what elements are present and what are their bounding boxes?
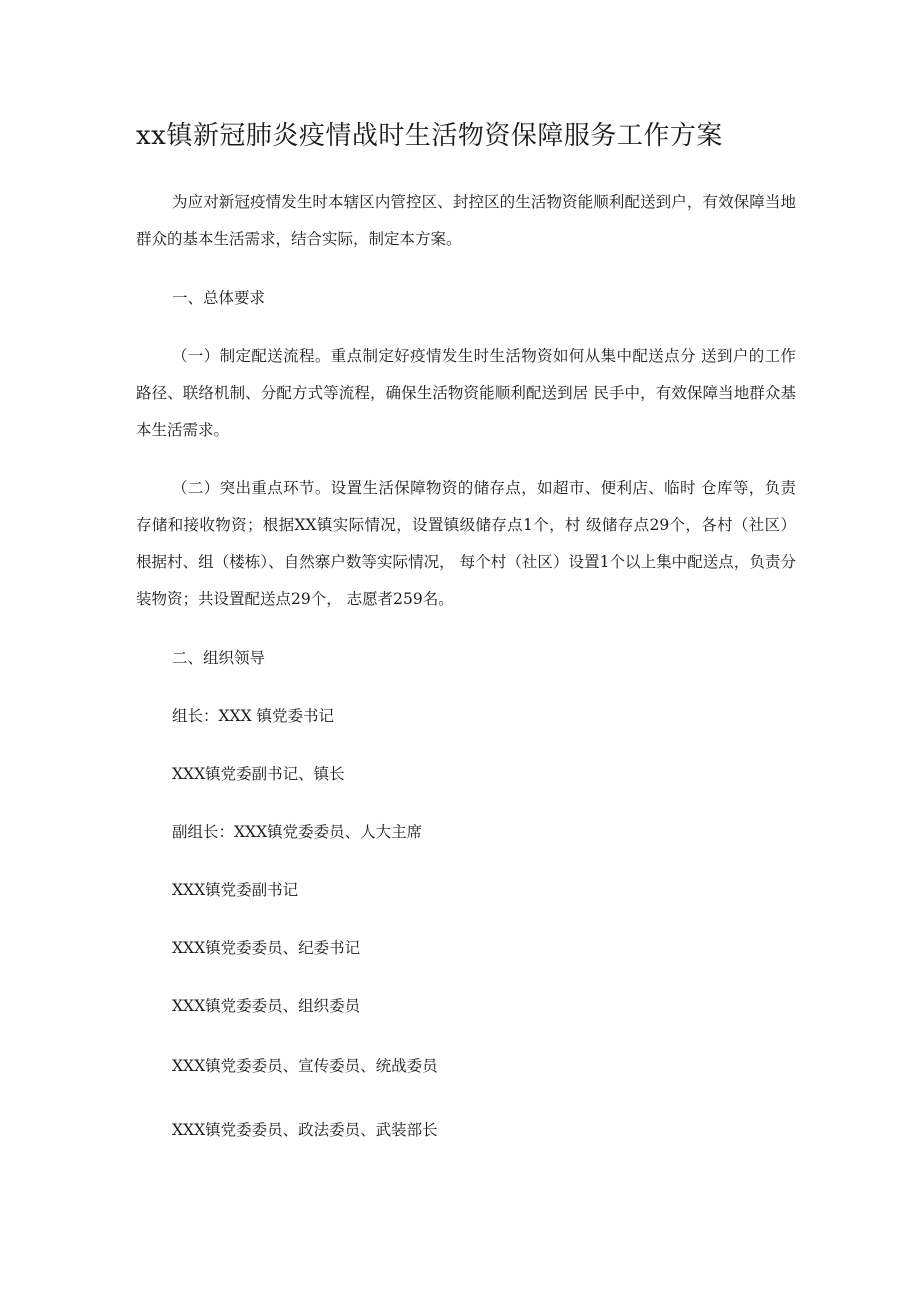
section-heading-organization: 二、组织领导 <box>172 649 266 667</box>
document-title: xx镇新冠肺炎疫情战时生活物资保障服务工作方案 <box>136 121 723 151</box>
vice-leader-line-5: XXX镇党委委员、宣传委员、统战委员 <box>172 1057 438 1075</box>
vice-leader-line-6: XXX镇党委委员、政法委员、武装部长 <box>172 1121 438 1139</box>
vice-leader-line-2: XXX镇党委副书记 <box>172 881 299 899</box>
paragraph-delivery-process: （一）制定配送流程。重点制定好疫情发生时生活物资如何从集中配送点分 送到户的工作路径、联络机制、分配方式等流程，确保生活物资能顺利配送到居 民手中，有效保障当地群众基本生活需求。 <box>136 347 796 439</box>
vice-leader-line: 副组长：XXX镇党委委员、人大主席 <box>172 823 423 841</box>
leader-line: 组长：XXX 镇党委书记 <box>172 707 335 725</box>
paragraph-key-links: （二）突出重点环节。设置生活保障物资的储存点，如超市、便利店、临时 仓库等，负责存储和接收物资；根据XX镇实际情况，设置镇级储存点1个，村 级储存点29个，各村（社区）根据村、组（楼栋）、自然寨户数等实际情况， 每个村（社区）设置1个以上集中配送点，负责分装物资；共设置配送点29个， 志愿者259名。 <box>136 479 796 608</box>
vice-leader-line-4: XXX镇党委委员、组织委员 <box>172 997 361 1015</box>
leader-line-2: XXX镇党委副书记、镇长 <box>172 765 345 783</box>
section-heading-general-requirements: 一、总体要求 <box>172 289 266 307</box>
vice-leader-line-3: XXX镇党委委员、纪委书记 <box>172 939 361 957</box>
intro-paragraph: 为应对新冠疫情发生时本辖区内管控区、封控区的生活物资能顺利配送到户，有效保障当地群众的基本生活需求，结合实际，制定本方案。 <box>136 193 796 248</box>
